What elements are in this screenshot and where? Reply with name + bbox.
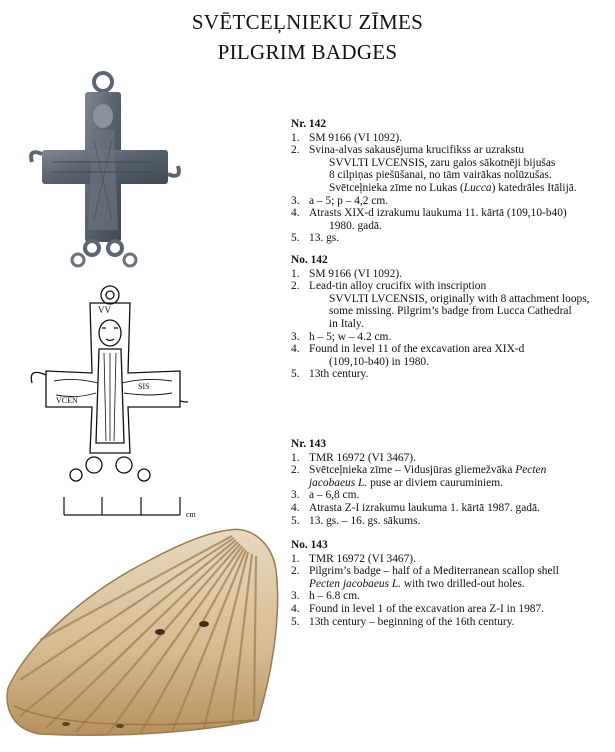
entry-item: 1. TMR 16972 (VI 3467). <box>291 451 416 464</box>
entry-item: 2. Lead-tin alloy crucifix with inscription SVVLTI LVCENSIS, originally with 8 attachment loops, some missing. Pilgrim’s badge from Lucca Cathedral in Italy. <box>291 280 590 330</box>
page-title-en: PILGRIM BADGES <box>217 40 398 64</box>
entry-item: 4. Found in level 11 of the excavation area XIX-d (109,10-b40) in 1980. <box>291 343 525 368</box>
entry-item: 2. Svētceļnieka zīme – Vidusjūras gliemežvāka Pecten jacobaeus L. puse ar diviem cauruminiem. <box>291 464 547 489</box>
page-title-lv: SVĒTCEĻNIEKU ZĪMES <box>191 10 424 34</box>
svg-text:SIS: SIS <box>138 382 150 391</box>
scale-bar <box>62 495 182 519</box>
entry-item: 3. h – 5; w – 4.2 cm. <box>291 330 392 343</box>
entry-item: 1. TMR 16972 (VI 3467). <box>291 552 416 565</box>
entry-item: 3. h – 6.8 cm. <box>291 590 360 603</box>
entry-item: 5. 13. gs. <box>291 232 340 245</box>
svg-text:VV: VV <box>98 305 111 315</box>
crucifix-drawing <box>20 283 188 483</box>
entry-item: 3. a – 5; p – 4,2 cm. <box>291 194 389 207</box>
entry-item: 4. Atrasts XIX-d izrakumu laukuma 11. kārtā (109,10-b40) 1980. gadā. <box>291 207 567 232</box>
entry-item: 4. Atrasta Z-I izrakumu laukuma 1. kārtā 1987. gadā. <box>291 501 540 514</box>
entry-item: 2. Svina-alvas sakausējuma krucifikss ar uzrakstu SVVLTI LVCENSIS, zaru galos sākotnēji bijušas 8 cilpiņas piešūšanai, no tām vairākas nolūzušas. Svētceļnieka zīme no Lukas (Lucca) katedrāles Itālijā. <box>291 144 577 194</box>
catalog-entry-lv-142 <box>291 118 609 245</box>
catalog-entry-en-142 <box>291 254 609 381</box>
svg-text:VCEN: VCEN <box>56 396 78 405</box>
entry-item: 5. 13th century – beginning of the 16th century. <box>291 615 515 628</box>
scallop-shell-photo <box>0 520 290 748</box>
entry-item: 3. a – 6,8 cm. <box>291 489 360 502</box>
entry-header: Nr. 142 <box>291 118 327 130</box>
entry-header: Nr. 143 <box>291 438 327 450</box>
scale-unit-label: cm <box>186 510 196 519</box>
entry-header: No. 142 <box>291 254 328 266</box>
entry-item: 1. SM 9166 (VI 1092). <box>291 131 403 144</box>
catalog-entry-en-143 <box>291 539 609 628</box>
entry-item: 1. SM 9166 (VI 1092). <box>291 267 403 280</box>
entry-item: 4. Found in level 1 of the excavation area Z-I in 1987. <box>291 602 545 615</box>
entry-header: No. 143 <box>291 539 328 551</box>
entry-item: 5. 13th century. <box>291 368 369 381</box>
entry-item: 5. 13. gs. – 16. gs. sākums. <box>291 514 421 527</box>
entry-item: 2. Pilgrim’s badge – half of a Mediterranean scallop shell Pecten jacobaeus L. with two drilled-out holes. <box>291 565 559 590</box>
crucifix-photo <box>22 70 184 278</box>
catalog-entry-lv-143 <box>291 438 609 527</box>
